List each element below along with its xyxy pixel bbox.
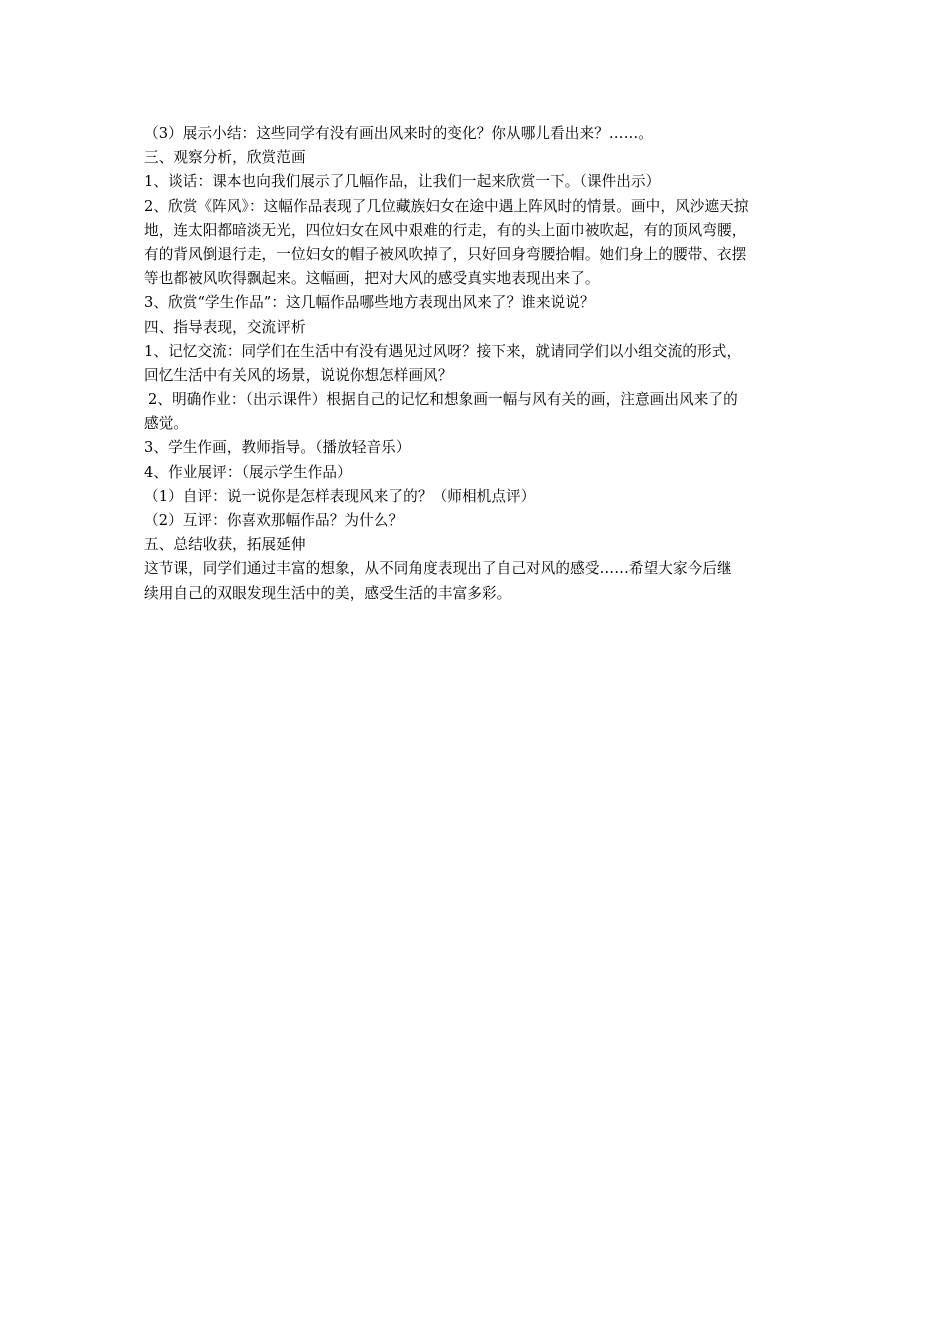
paragraph-line: 4、作业展评：（展示学生作品）	[144, 463, 352, 481]
paragraph-line: 地，连太阳都暗淡无光，四位妇女在风中艰难的行走，有的头上面巾被吹起，有的顶风弯腰，	[144, 221, 747, 239]
paragraph-line: 回忆生活中有关风的场景，说说你想怎样画风？	[144, 366, 453, 384]
section-heading-4: 四、指导表现，交流评析	[144, 318, 306, 336]
paragraph-line: （1）自评：说一说你是怎样表现风来了的？（师相机点评）	[144, 487, 536, 505]
paragraph-line: 续用自己的双眼发现生活中的美，感受生活的丰富多彩。	[144, 584, 512, 602]
section-heading-5: 五、总结收获，拓展延伸	[144, 536, 306, 554]
paragraph-line: 3、欣赏“学生作品”：这几幅作品哪些地方表现出风来了？谁来说说？	[144, 294, 595, 312]
paragraph-line: 3、学生作画，教师指导。（播放轻音乐）	[144, 439, 411, 457]
paragraph-line: （2）互评：你喜欢那幅作品？为什么？	[144, 512, 404, 529]
paragraph-line: 2、明确作业：（出示课件）根据自己的记忆和想象画一幅与风有关的画，注意画出风来了的	[148, 391, 738, 409]
paragraph-line: 1、记忆交流：同学们在生活中有没有遇见过风呀？接下来，就请同学们以小组交流的形式，	[144, 342, 742, 360]
paragraph-line: 感觉。	[144, 415, 189, 433]
paragraph-line: 这节课，同学们通过丰富的想象，从不同角度表现出了自己对风的感受……希望大家今后继	[144, 560, 732, 578]
paragraph-line: 1、谈话：课本也向我们展示了几幅作品，让我们一起来欣赏一下。（课件出示）	[144, 173, 661, 191]
paragraph-line: 2、欣赏《阵风》：这幅作品表现了几位藏族妇女在途中遇上阵风时的情景。画中，风沙遮天掠	[144, 197, 749, 215]
paragraph-line: 有的背风倒退行走，一位妇女的帽子被风吹掉了，只好回身弯腰拾帽。她们身上的腰带、衣摆	[144, 245, 747, 263]
summary-line: （3）展示小结：这些同学有没有画出风来时的变化？你从哪儿看出来？……。	[144, 125, 653, 142]
document-body	[144, 122, 808, 606]
section-heading-3: 三、观察分析，欣赏范画	[144, 149, 306, 167]
paragraph-line: 等也都被风吹得飘起来。这幅画，把对大风的感受真实地表现出来了。	[144, 270, 600, 288]
